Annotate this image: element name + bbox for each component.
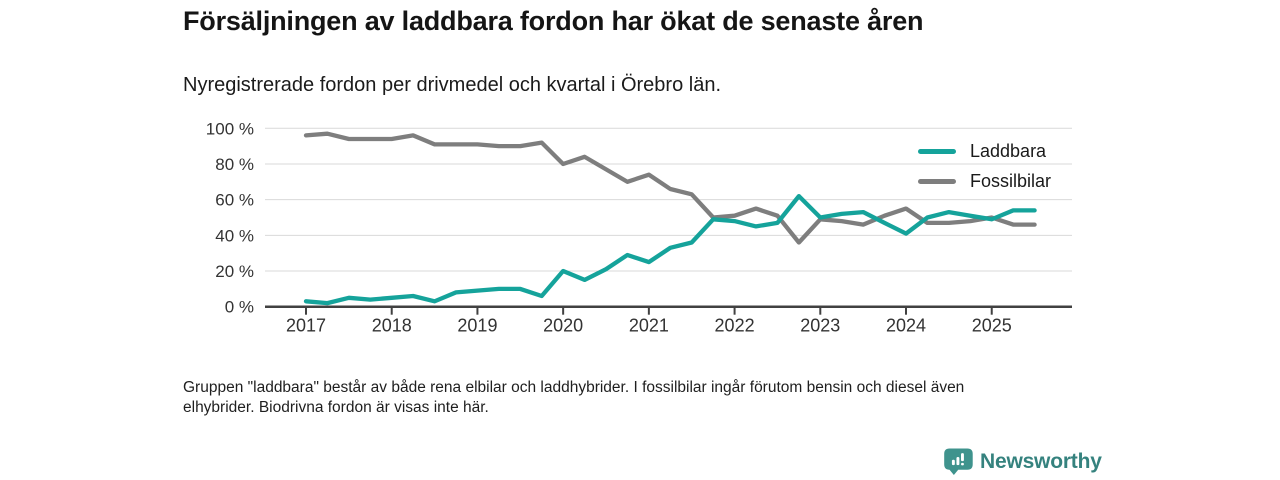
legend-label: Fossilbilar [970, 171, 1052, 191]
footnote-line: elhybrider. Biodrivna fordon är visas inte här. [183, 399, 489, 417]
legend-item-laddbara [918, 141, 1051, 162]
x-axis-tick-label: 2023 [800, 315, 841, 336]
laddbara-line [306, 196, 1035, 303]
y-axis-tick-label: 20 % [215, 262, 254, 282]
y-axis-tick-label: 0 % [224, 297, 254, 317]
footnote-line: Gruppen "laddbara" består av både rena elbilar och laddhybrider. I fossilbilar ingår förutom bensin och diesel även [183, 379, 965, 396]
chart-footnote [183, 378, 1063, 419]
y-axis-tick-label: 60 % [215, 190, 254, 210]
chart-legend [918, 141, 1051, 192]
x-axis-tick-label: 2020 [543, 315, 584, 336]
page-title: Försäljningen av laddbara fordon har ökat de senaste åren [183, 6, 924, 36]
x-axis-tick-label: 2024 [885, 315, 927, 336]
newsworthy-bubble-chart-icon [944, 447, 973, 476]
newsworthy-logo [944, 447, 1102, 476]
x-axis-tick-label: 2021 [628, 315, 669, 336]
legend-item-fossilbilar [918, 171, 1051, 192]
x-axis-tick-label: 2025 [971, 315, 1012, 336]
chart-subtitle: Nyregistrerade fordon per drivmedel och kvartal i Örebro län. [183, 74, 722, 96]
y-axis-tick-label: 100 % [205, 119, 254, 139]
y-axis-tick-label: 80 % [215, 154, 254, 174]
x-axis-tick-label: 2018 [371, 315, 412, 336]
x-axis-tick-label: 2019 [457, 315, 498, 336]
x-axis-tick-label: 2022 [714, 315, 755, 336]
x-axis-tick-label: 2017 [285, 315, 327, 336]
legend-label: Laddbara [970, 141, 1047, 161]
y-axis-tick-label: 40 % [215, 226, 254, 246]
fossilbilar-line-swatch [918, 179, 956, 184]
laddbara-line-swatch [918, 149, 956, 154]
logo-brand-name: Newsworthy [980, 449, 1102, 473]
